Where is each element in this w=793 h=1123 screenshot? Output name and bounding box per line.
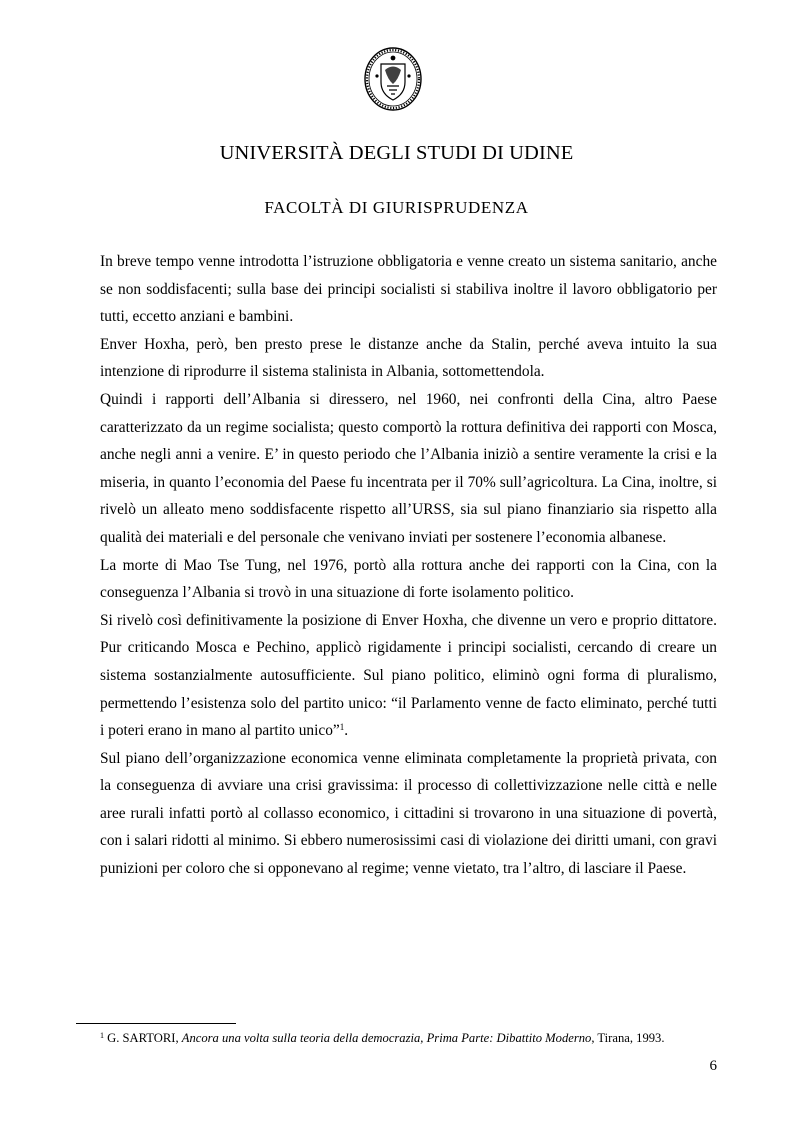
paragraph: In breve tempo venne introdotta l’istruzione obbligatoria e venne creato un sistema sanitario, anche se non soddisfacenti; sulla base dei principi socialisti si stabiliva inoltre il lavoro obbligatorio per tutti, eccetto anziani e bambini. (100, 253, 717, 326)
footnote-number: 1 (100, 1031, 104, 1040)
paragraph-end: . (344, 722, 349, 740)
footnote-author: G. SARTORI, (107, 1031, 179, 1045)
university-seal-icon (363, 46, 423, 112)
paragraph: Enver Hoxha, però, ben presto prese le distanze anche da Stalin, perché aveva intuito la sua intenzione di riprodurre il sistema stalinista in Albania, sottomettendola. (100, 335, 717, 381)
footnote-rest: , Tirana, 1993. (591, 1031, 665, 1045)
page-number: 6 (709, 1058, 717, 1074)
body-text (100, 248, 717, 883)
paragraph-text: Si rivelò così definitivamente la posizione di Enver Hoxha, che divenne un vero e proprio dittatore. Pur criticando Mosca e Pechino, applicò rigidamente i principi socialisti, cercando di creare un sistema sostanzialmente autosufficiente. Sul piano politico, eliminò ogni forma di pluralismo, permettendo l’esistenza solo del partito unico: “il Parlamento venne de facto eliminato, perché tutti i poteri erano in mano al partito unico” (100, 611, 717, 740)
footnote-reference[interactable]: 1 (339, 722, 345, 733)
footnote (100, 1030, 720, 1046)
paragraph: Quindi i rapporti dell’Albania si diressero, nel 1960, nei confronti della Cina, altro Paese caratterizzato da un regime socialista; questo comportò la rottura definitiva dei rapporti con Mosca, anche negli anni a venire. E’ in questo periodo che l’Albania iniziò a sentire veramente la crisi e la miseria, in quanto l’economia del Paese fu incentrata per il 70% sull’agricoltura. La Cina, inoltre, si rivelò un alleato meno soddisfacente rispetto all’URSS, sia sul piano finanziario sia rispetto alla qualità dei materiali e del personale che venivano inviati per sostenere l’economia albanese. (100, 390, 717, 546)
paragraph: La morte di Mao Tse Tung, nel 1976, portò alla rottura anche dei rapporti con la Cina, con la conseguenza l’Albania si trovò in una situazione di forte isolamento politico. (100, 556, 717, 602)
paragraph-with-footnote (100, 607, 717, 745)
faculty-title: FACOLTÀ DI GIURISPRUDENZA (264, 198, 529, 217)
paragraph: Sul piano dell’organizzazione economica venne eliminata completamente la proprietà privata, con la conseguenza di avviare una crisi gravissima: il processo di collettivizzazione nelle città e nelle aree rurali infatti portò al collasso economico, i cittadini si trovarono in una situazione di povertà, con i salari ridotti al minimo. Si ebbero numerosissimi casi di violazione dei diritti umani, con gravi punizioni per coloro che si opponevano al regime; venne vietato, tra l’altro, di lasciare il Paese. (100, 749, 717, 878)
university-title: UNIVERSITÀ DEGLI STUDI DI UDINE (219, 142, 574, 164)
footnote-separator (76, 1023, 236, 1024)
footnote-title: Ancora una volta sulla teoria della democrazia, Prima Parte: Dibattito Moderno (181, 1031, 592, 1045)
